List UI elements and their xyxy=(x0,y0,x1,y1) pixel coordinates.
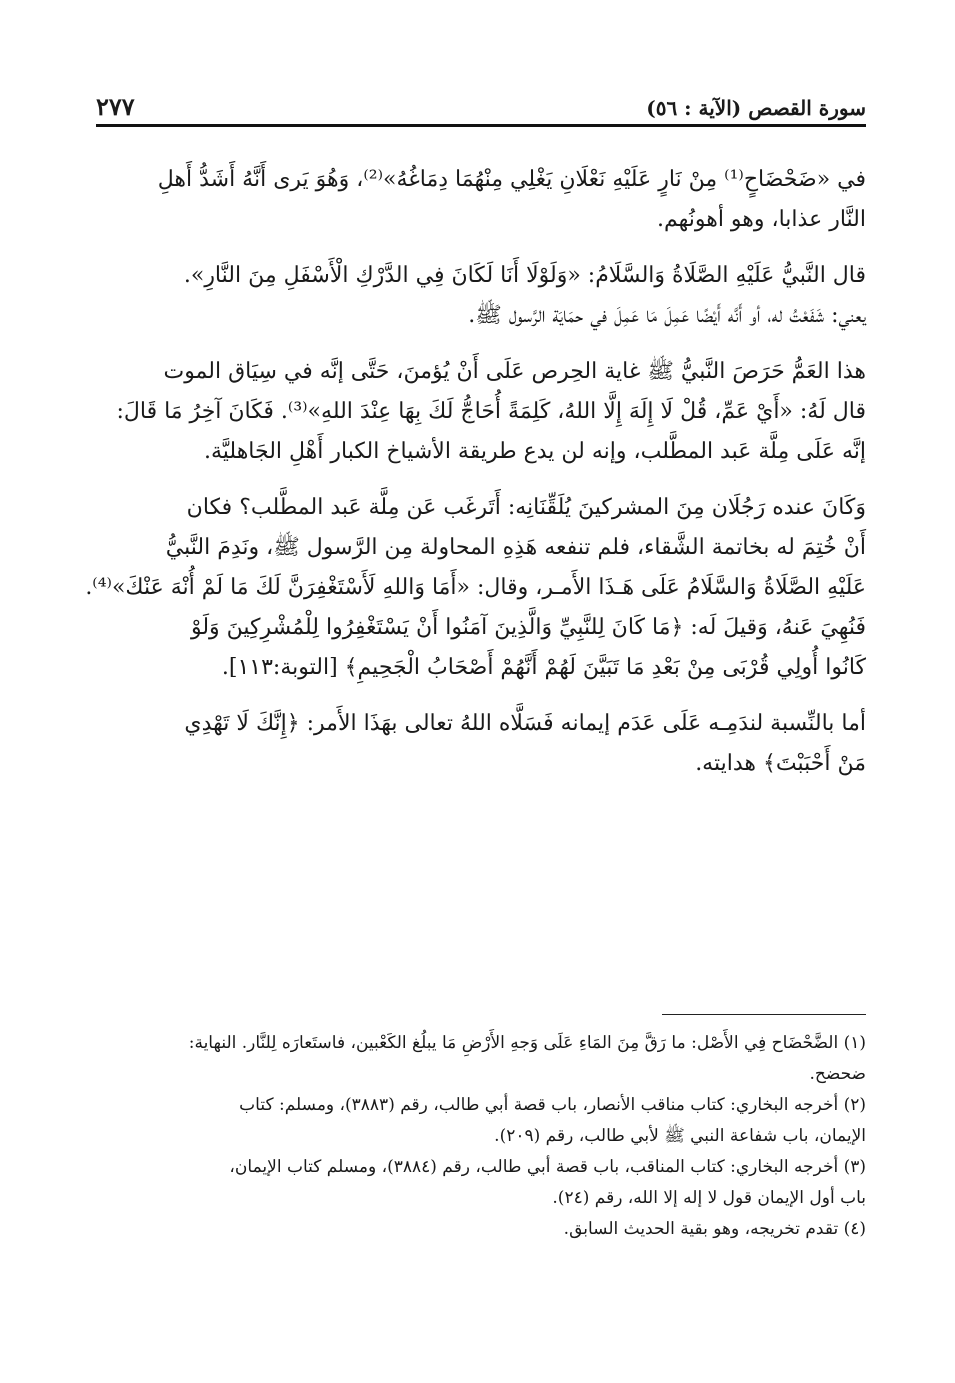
paragraph-gap xyxy=(96,336,866,352)
paragraph-gap xyxy=(96,688,866,704)
body-line: في «ضَحْضَاحٍ⁽¹⁾ مِنْ نَارٍ عَلَيْهِ نَعْلَانِ يَغْلِي مِنْهُمَا دِمَاغُهُ»⁽²⁾، وَهُوَ يَرى أَنَّهُ أَشَدُّ أَهلِ xyxy=(157,167,866,192)
body-line: أما بالنِّسبة لندَمِـه عَلَى عَدَم إيمانه فَسَلَّاه اللهُ تعالى بهَذَا الأَمر: ﴿إِنَّكَ لَا تَهْدِي xyxy=(184,711,866,736)
body-line: أَنْ خُتِمَ له بخاتمة الشَّقاء، فلم تنفعه هَذِهِ المحاولة مِن الرَّسول ﷺ، ونَدِمَ النَّبيُّ xyxy=(165,535,866,560)
body-line: هذا العَمُّ حَرَصَ النَّبيُّ ﷺ غاية الحِرص عَلَى أَنْ يُؤمنَ، حَتَّى إنَّه في سِيَاق الموت xyxy=(163,359,866,384)
body-line: كَانُوا أُولِي قُرْبَى مِنْ بَعْدِ مَا تَبَيَّنَ لَهُمْ أَنَّهُمْ أَصْحَابُ الْجَحِيمِ﴾ [التوبة:١١٣]. xyxy=(221,655,866,680)
footnote-line: ضحضح. xyxy=(809,1064,866,1084)
footnote-line: (٢) أخرجه البخاري: كتاب مناقب الأنصار، باب قصة أبي طالب، رقم (٣٨٨٣)، ومسلم: كتاب xyxy=(239,1095,866,1115)
footnote-line: (٤) تقدم تخريجه، وهو بقية الحديث السابق. xyxy=(563,1219,866,1239)
body-line: قال لَهُ: «أَيْ عَمِّ، قُلْ لَا إِلَهَ إِلَّا اللهُ، كَلِمَةً أُحَاجُّ لَكَ بِهَا عِنْدَ اللهِ»⁽³⁾. فَكَانَ آخِرُ مَا قَالَ: xyxy=(116,399,866,424)
body-text xyxy=(85,160,866,784)
body-line: النَّار عذابا، وهو أهونُهم. xyxy=(656,207,866,232)
paragraph-gap xyxy=(96,240,866,256)
footnote-line: باب أول الإيمان قول لا إله إلا الله، رقم (٢٤). xyxy=(552,1188,866,1208)
body-line: عَلَيْهِ الصَّلَاةُ وَالسَّلَامُ عَلَى هَـذَا الأَمـر، وقال: «أَمَا وَاللهِ لَأَسْتَغْفِرَنَّ لَكَ مَا لَمْ أُنْهَ عَنْكَ»⁽⁴⁾. xyxy=(85,575,866,600)
body-line: مَنْ أَحْبَبْتَ﴾ هدايته. xyxy=(695,751,866,776)
page-header xyxy=(96,92,866,126)
body-line: فَنُهِيَ عَنهُ، وَقيلَ لَه: ﴿مَا كَانَ لِلنَّبِيِّ وَالَّذِينَ آمَنُوا أَنْ يَسْتَغْفِرُوا لِلْمُشْرِكِينَ وَلَوْ xyxy=(190,615,866,640)
footnote-rule xyxy=(662,1014,866,1015)
footnote-line: (٣) أخرجه البخاري: كتاب المناقب، باب قصة أبي طالب، رقم (٣٨٨٤)، ومسلم كتاب الإيمان، xyxy=(229,1157,866,1177)
page-number: ٢٧٧ xyxy=(96,92,135,121)
body-line: وَكَانَ عنده رَجُلَان مِنَ المشركينَ يُلَقِّنَانِه: أَتَرغَب عَن مِلَّة عَبد المطَّلب؟ فكان xyxy=(186,495,866,520)
body-line: يعني: شَفَعْتُ له، أو أَنَّه أَيْضًا عَمِلَ مَا عَمِلَ في حمَايَة الرَّسول ﷺ. xyxy=(468,303,866,328)
body-line: قال النَّبيُّ عَلَيْهِ الصَّلَاةُ وَالسَّلَامُ: «وَلَوْلَا أَنَا لَكَانَ فِي الدَّرْكِ الْأَسْفَلِ مِنَ النَّارِ». xyxy=(183,263,866,288)
footnote-line: (١) الضَّحْضَاح فِي الأَصْل: ما رَقَّ مِنَ المَاءِ عَلَى وَجهِ الأَرْضِ مَا يبلُغ الكَعْبين، فاستَعارَه لِلنَّار. النهاية: xyxy=(188,1033,866,1053)
body-line: إنَّه عَلَى مِلَّة عَبد المطَّلب، وإنه لن يدع طريقة الأشياخ الكبار أَهْلِ الجَاهليَّة. xyxy=(203,439,866,464)
surah-title: سورة القصص (الآية : ٥٦) xyxy=(646,96,866,120)
footnotes xyxy=(96,1028,866,1245)
paragraph-gap xyxy=(96,472,866,488)
header-rule xyxy=(96,124,866,127)
footnote-line: الإيمان، باب شفاعة النبي ﷺ لأبي طالب، رقم (٢٠٩). xyxy=(494,1126,866,1146)
